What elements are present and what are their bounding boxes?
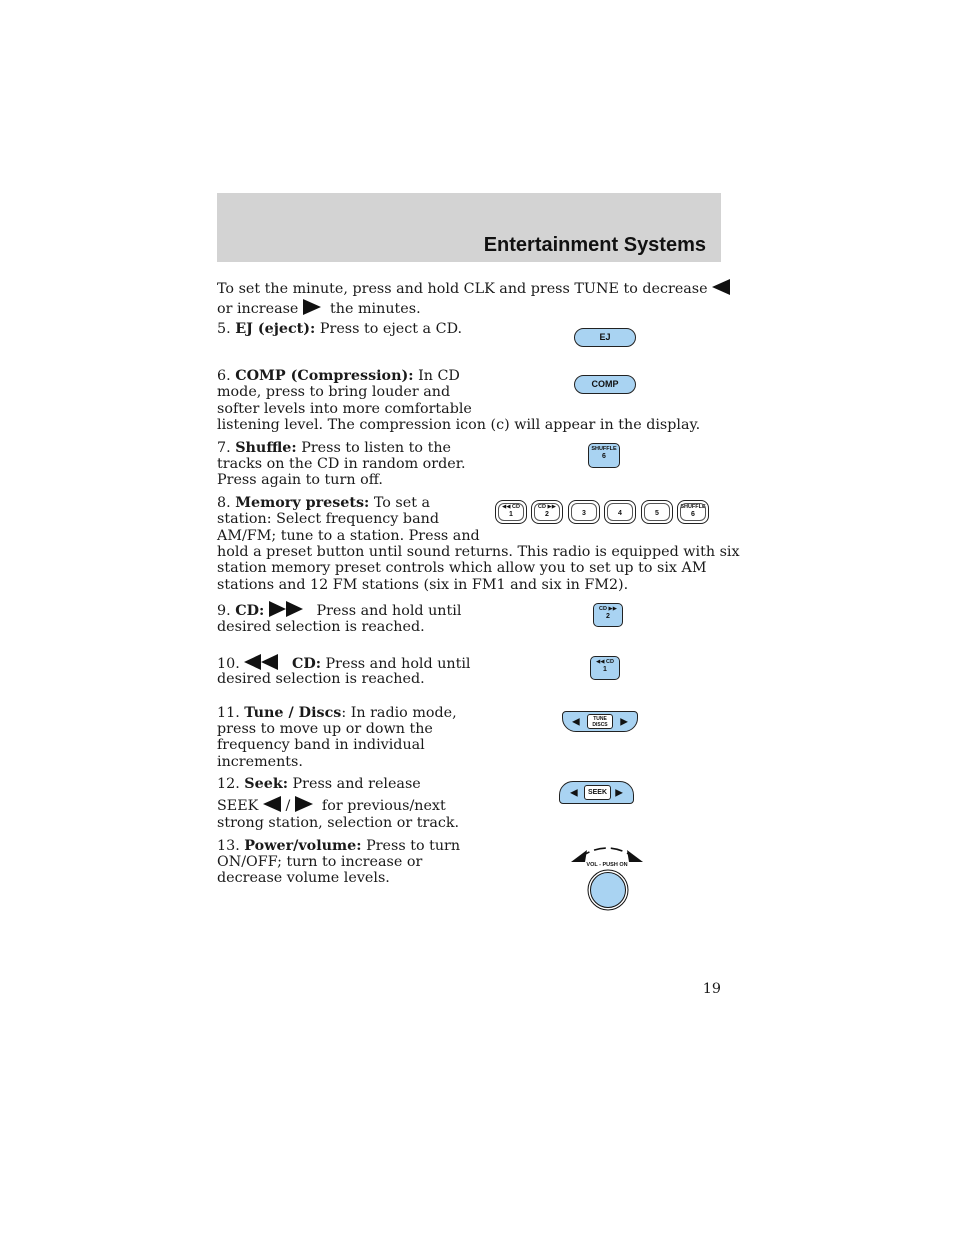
preset-button-2[interactable]: [531, 500, 563, 524]
cd-ff-line-2: desired selection is reached.: [217, 619, 425, 635]
memory-title: Memory presets:: [235, 495, 370, 511]
power-text-1: Press to turn: [366, 838, 461, 854]
cd-ff-title: CD:: [235, 603, 265, 619]
power-title: Power/volume:: [244, 838, 362, 854]
intro-line-1: [217, 279, 730, 297]
section-title: Entertainment Systems: [483, 234, 706, 256]
seek-forward-icon[interactable]: ▶: [615, 787, 623, 798]
cd-rew-button-label: ◀◀ CD: [596, 659, 614, 665]
comp-number: 6.: [217, 368, 231, 384]
increase-arrow-icon: [303, 299, 321, 315]
cd-ff-button[interactable]: [593, 603, 623, 627]
tune-line-4: increments.: [217, 754, 303, 770]
comp-line-4: listening level. The compression icon (c) will appear in the display.: [217, 417, 701, 433]
seek-text-1: Press and release: [292, 776, 421, 792]
cd-ff-line-1: [217, 601, 461, 619]
comp-button[interactable]: COMP: [574, 375, 636, 394]
seek-line-3: strong station, selection or track.: [217, 815, 460, 831]
seek-number: 12.: [217, 776, 240, 792]
cd-ff-button-number: 2: [606, 613, 610, 620]
seek-back-icon[interactable]: ◀: [570, 787, 578, 798]
preset-6-number: 6: [691, 511, 695, 518]
preset-button-5[interactable]: [641, 500, 673, 524]
shuffle-text-1: Press to listen to the: [301, 440, 451, 456]
seek-forward-arrow-icon: [295, 796, 313, 812]
seek-line-2: [217, 796, 446, 814]
tune-title: Tune / Discs: [244, 705, 342, 721]
preset-button-3[interactable]: [568, 500, 600, 524]
eject-text: Press to eject a CD.: [319, 321, 463, 337]
intro-line-2: [217, 299, 421, 317]
preset-1-number: 1: [509, 511, 513, 518]
memory-number: 8.: [217, 495, 231, 511]
preset-1-label: ◀◀ CD: [502, 504, 520, 510]
shuffle-line-1: [217, 440, 451, 456]
cd-rew-title: CD:: [291, 656, 321, 672]
intro-text-2a: or increase: [217, 301, 299, 317]
volume-knob-label: VOL - PUSH ON: [586, 862, 628, 868]
preset-button-1[interactable]: [495, 500, 527, 524]
tune-text-1: : In radio mode,: [341, 705, 457, 721]
tune-down-icon[interactable]: ◀: [572, 716, 580, 727]
eject-item: [217, 321, 462, 337]
comp-line-3: softer levels into more comfortable: [217, 401, 472, 417]
cd-rew-button-number: 1: [603, 666, 607, 673]
volume-increase-arrow-icon: [627, 850, 643, 862]
page-number: 19: [702, 981, 721, 997]
memory-text-1: To set a: [373, 495, 431, 511]
power-number: 13.: [217, 838, 240, 854]
power-line-3: decrease volume levels.: [217, 870, 390, 886]
volume-decrease-arrow-icon: [571, 850, 587, 862]
preset-2-label: CD ▶▶: [538, 504, 556, 510]
seek-line-1: [217, 776, 421, 792]
comp-text-1: In CD: [418, 368, 460, 384]
shuffle-line-2: tracks on the CD in random order.: [217, 456, 466, 472]
cd-rew-text-1: Press and hold until: [325, 656, 471, 672]
memory-line-3: AM/FM; tune to a station. Press and: [217, 528, 480, 544]
tune-discs-button[interactable]: [562, 711, 638, 732]
tune-up-icon[interactable]: ▶: [620, 716, 628, 727]
intro-text-1: To set the minute, press and hold CLK and press TUNE to decrease: [217, 281, 708, 297]
memory-line-4: hold a preset button until sound returns. This radio is equipped with six: [217, 544, 740, 560]
power-line-1: [217, 838, 460, 854]
eject-title: EJ (eject):: [235, 321, 316, 337]
cd-rew-line-1: [217, 654, 471, 672]
preset-5-number: 5: [655, 510, 659, 517]
seek-text-2b: /: [285, 798, 291, 814]
tune-line-3: frequency band in individual: [217, 737, 425, 753]
memory-line-2: station: Select frequency band: [217, 511, 439, 527]
memory-line-1: [217, 495, 430, 511]
volume-arc: [579, 848, 635, 858]
power-line-2: ON/OFF; turn to increase or: [217, 854, 423, 870]
rewind-icon: [244, 654, 278, 670]
preset-button-4[interactable]: [604, 500, 636, 524]
shuffle-number: 7.: [217, 440, 231, 456]
memory-line-6: stations and 12 FM stations (six in FM1 and six in FM2).: [217, 577, 629, 593]
tune-label-top: TUNE: [593, 716, 607, 722]
preset-2-number: 2: [545, 511, 549, 518]
seek-text-2c: for previous/next: [321, 798, 446, 814]
seek-title: Seek:: [244, 776, 288, 792]
cd-ff-text-1: Press and hold until: [316, 603, 462, 619]
shuffle-line-3: Press again to turn off.: [217, 472, 383, 488]
volume-knob[interactable]: [591, 873, 626, 908]
volume-knob-graphic: [565, 840, 649, 916]
tune-number: 11.: [217, 705, 240, 721]
seek-text-2a: SEEK: [217, 798, 259, 814]
cd-ff-button-label: CD ▶▶: [599, 606, 617, 612]
tune-line-1: [217, 705, 457, 721]
shuffle-button-number: 6: [602, 453, 606, 460]
preset-4-number: 4: [618, 510, 622, 517]
fast-forward-icon: [269, 601, 303, 617]
seek-label: SEEK: [584, 785, 611, 800]
shuffle-button-label: SHUFFLE: [591, 446, 617, 452]
tune-label-bottom: DISCS: [592, 722, 608, 728]
intro-text-2b: the minutes.: [330, 301, 421, 317]
eject-button[interactable]: EJ: [574, 328, 636, 347]
decrease-arrow-icon: [712, 279, 730, 295]
preset-button-6[interactable]: [677, 500, 709, 524]
preset-6-label: SHUFFLE: [680, 504, 706, 510]
cd-ff-number: 9.: [217, 603, 231, 619]
shuffle-button[interactable]: [588, 443, 620, 468]
comp-line-1: [217, 368, 460, 384]
cd-rew-number: 10.: [217, 656, 240, 672]
section-header: [217, 193, 721, 262]
preset-3-number: 3: [582, 510, 586, 517]
cd-rew-button[interactable]: [590, 656, 620, 680]
memory-line-5: station memory preset controls which allow you to set up to six AM: [217, 560, 707, 576]
shuffle-title: Shuffle:: [235, 440, 297, 456]
tune-line-2: press to move up or down the: [217, 721, 433, 737]
eject-number: 5.: [217, 321, 231, 337]
seek-button[interactable]: [559, 781, 634, 804]
comp-title: COMP (Compression):: [235, 368, 414, 384]
comp-line-2: mode, press to bring louder and: [217, 384, 451, 400]
tune-discs-label: [587, 714, 613, 729]
cd-rew-line-2: desired selection is reached.: [217, 671, 425, 687]
seek-back-arrow-icon: [263, 796, 281, 812]
